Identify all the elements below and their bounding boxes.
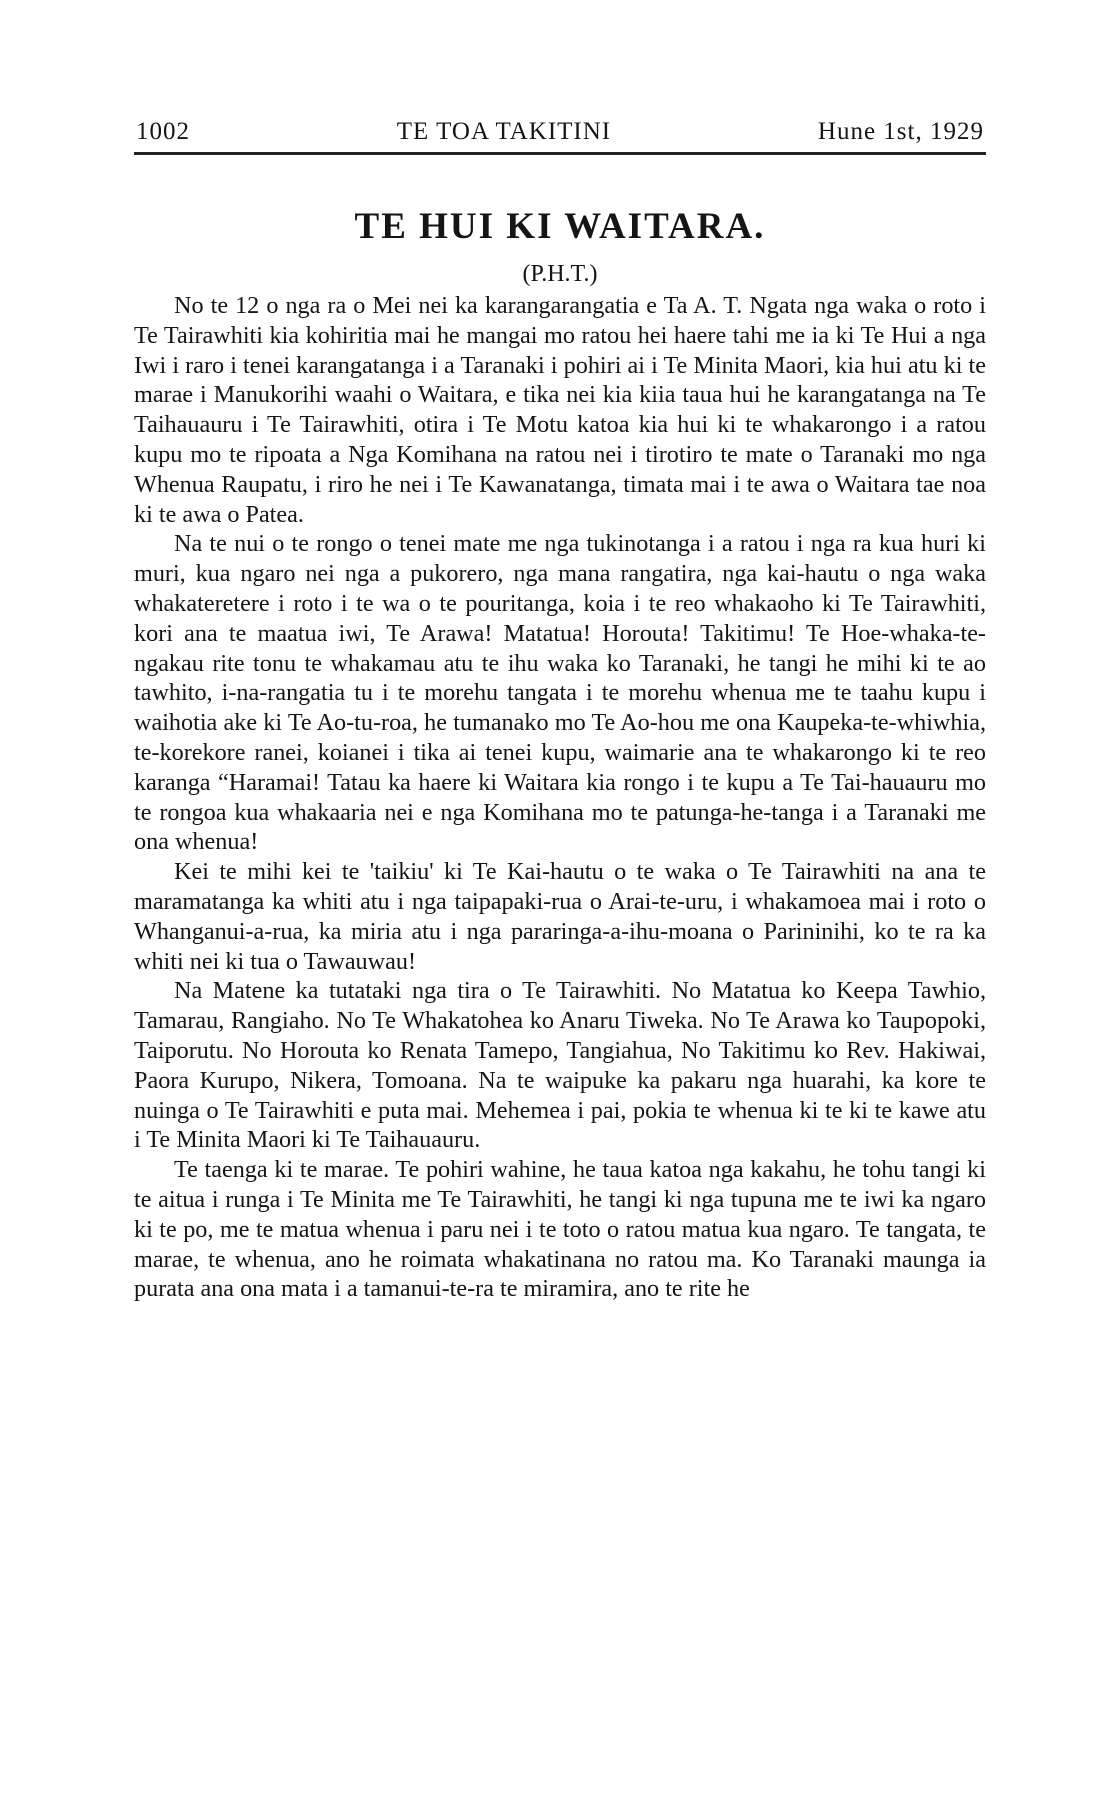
publication-title: TE TOA TAKITINI (396, 118, 612, 145)
article-body (134, 291, 986, 1304)
article-byline: (P.H.T.) (522, 261, 598, 287)
paragraph: Te taenga ki te marae. Te pohiri wahine, he taua katoa nga kakahu, he tohu tangi ki te aitua i runga i Te Minita me Te Tairawhiti, he tangi ki nga tupuna me te iwi ka ngaro ki te po, me te matua whenua i paru nei i te toto o ratou matua kua ngaro. Te tangata, te marae, te whenua, ano he roimata whakatinana no ratou ma. Ko Taranaki maunga ia purata ana ona mata i a tamanui-te-ra te miramira, ano te rite he (134, 1156, 986, 1303)
page (134, 118, 986, 1304)
running-header (134, 118, 986, 155)
paragraph: No te 12 o nga ra o Mei nei ka karangarangatia e Ta A. T. Ngata nga waka o roto i Te Tairawhiti kia kohiritia mai he mangai mo ratou hei haere tahi me ia ki Te Hui a nga Iwi i raro i tenei karangatanga i a Taranaki i pohiri ai i Te Minita Maori, kia hui atu ki te marae i Manukorihi waahi o Waitara, e tika nei kia kiia taua hui he karangatanga na Te Taihauauru i Te Tairawhiti, otira i Te Motu katoa kia hui ki te whakarongo i a ratou kupu mo te ripoata a Nga Komihana na ratou nei i tirotiro te mate o Taranaki mo nga Whenua Raupatu, i riro he nei i Te Kawanatanga, timata mai i te awa o Waitara tae noa ki te awa o Patea. (134, 292, 986, 528)
article-title: TE HUI KI WAITARA. (354, 206, 766, 247)
paragraph: Kei te mihi kei te 'taikiu' ki Te Kai-hautu o te waka o Te Tairawhiti na ana te maramatanga ka whiti atu i nga taipapaki-rua o Arai-te-uru, i whakamoea mai i roto o Whanganui-a-rua, ka miria atu i nga pararinga-a-ihu-moana o Parininihi, ko te ra ka whiti nei ki tua o Tawauwau! (134, 858, 986, 975)
paragraph: Na Matene ka tutataki nga tira o Te Tairawhiti. No Matatua ko Keepa Tawhio, Tamarau, Rangiaho. No Te Whakatohea ko Anaru Tiweka. No Te Arawa ko Taupopoki, Taiporutu. No Horouta ko Renata Tamepo, Tangiahua, No Takitimu ko Rev. Hakiwai, Paora Kurupo, Nikera, Tomoana. Na te waipuke ka pakaru nga huarahi, ka kore te nuinga o Te Tairawhiti e puta mai. Mehemea i pai, pokia te whenua ki te ki te kawe atu i Te Minita Maori ki Te Taihauauru. (134, 977, 986, 1154)
paragraph: Na te nui o te rongo o tenei mate me nga tukinotanga i a ratou i nga ra kua huri ki muri, kua ngaro nei nga a pukorero, nga mana rangatira, nga kai-hautu o nga waka whakateretere i roto i te wa o te pouritanga, koia i te reo whakaoho ki Te Tairawhiti, kori ana te maatua iwi, Te Arawa! Matatua! Horouta! Takitimu! Te Hoe-whaka-te-ngakau rite tonu te whakamau atu te ihu waka ko Taranaki, he tangi he mihi ki te ao tawhito, i-na-rangatia tu i te morehu tangata i te morehu whenua me te taahu kupu i waihotia ake ki Te Ao-tu-roa, he tumanako mo Te Ao-hou me ona Kaupeka-te-whiwhia, te-korekore ranei, koianei i tika ai tenei kupu, waimarie ana te whakarongo ki te reo karanga “Haramai! Tatau ka haere ki Waitara kia rongo i te kupu a Te Tai-hauauru mo te rongoa kua whakaaria nei e nga Komihana mo te patunga-he-tanga i a Taranaki me ona whenua! (134, 530, 986, 856)
issue-date: Hune 1st, 1929 (817, 118, 984, 145)
page-number: 1002 (136, 118, 190, 145)
